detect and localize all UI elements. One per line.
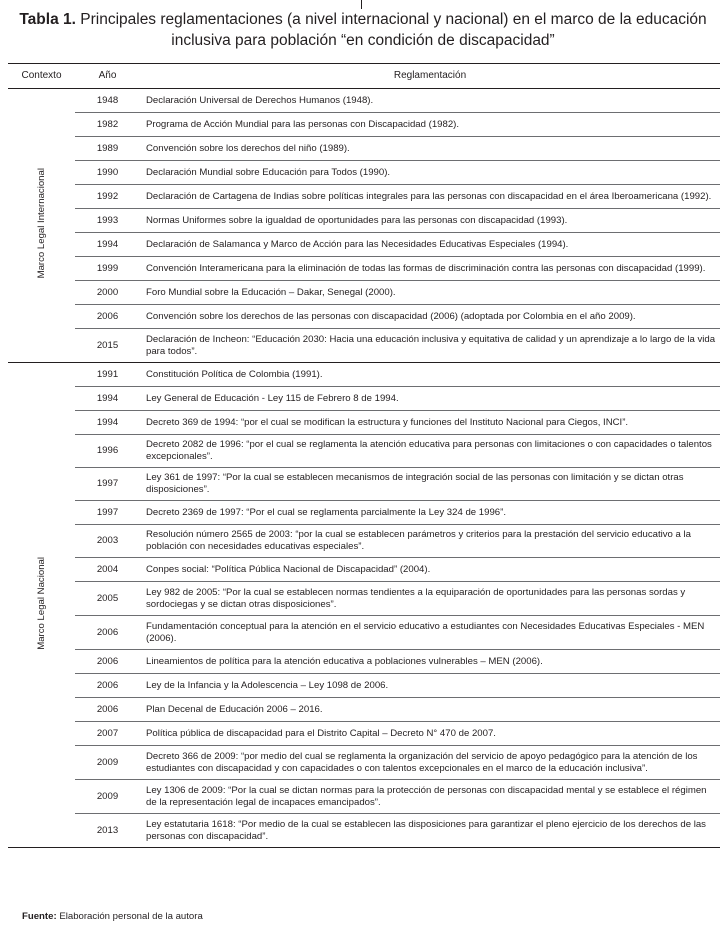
regulation-cell: Ley de la Infancia y la Adolescencia – Ley 1098 de 2006.: [140, 674, 720, 698]
year-cell: 2009: [75, 780, 140, 814]
year-cell: 2004: [75, 558, 140, 582]
context-label: Marco Legal Internacional: [35, 168, 47, 279]
regulation-cell: Fundamentación conceptual para la atención en el servicio educativo a estudiantes con Necesidades Educativas Especiales - MEN (2006).: [140, 616, 720, 650]
table-row: [8, 814, 720, 848]
table-row: [8, 113, 720, 137]
year-cell: 2006: [75, 674, 140, 698]
regulation-cell: Decreto 369 de 1994: “por el cual se modifican la estructura y funciones del Instituto Nacional para Ciegos, INCI”.: [140, 411, 720, 435]
year-cell: 2006: [75, 698, 140, 722]
source-label: Fuente:: [22, 911, 57, 922]
source-text: Elaboración personal de la autora: [59, 911, 203, 922]
year-cell: 1993: [75, 209, 140, 233]
header-year: Año: [75, 64, 140, 89]
caption-title-1: Principales reglamentaciones (a nivel internacional y nacional) en el marco de la educación: [80, 11, 707, 28]
table-row: [8, 89, 720, 113]
header-context: Contexto: [8, 64, 75, 89]
table-row: [8, 780, 720, 814]
regulation-cell: Ley General de Educación - Ley 115 de Febrero 8 de 1994.: [140, 387, 720, 411]
top-rule: [361, 0, 362, 9]
table-row: [8, 257, 720, 281]
header-regulation: Reglamentación: [140, 64, 720, 89]
table-row: [8, 674, 720, 698]
regulation-cell: Convención sobre los derechos del niño (1989).: [140, 137, 720, 161]
regulation-cell: Normas Uniformes sobre la igualdad de oportunidades para las personas con discapacidad (1993).: [140, 209, 720, 233]
table-row: [8, 650, 720, 674]
table-row: [8, 161, 720, 185]
table-row: [8, 233, 720, 257]
regulation-cell: Constitución Política de Colombia (1991).: [140, 363, 720, 387]
table-row: [8, 698, 720, 722]
table-row: [8, 468, 720, 501]
year-cell: 1999: [75, 257, 140, 281]
regulation-cell: Plan Decenal de Educación 2006 – 2016.: [140, 698, 720, 722]
table-row: [8, 746, 720, 780]
regulation-cell: Foro Mundial sobre la Educación – Dakar, Senegal (2000).: [140, 281, 720, 305]
table-row: [8, 525, 720, 558]
year-cell: 1992: [75, 185, 140, 209]
table-caption: [0, 9, 726, 51]
year-cell: 1994: [75, 411, 140, 435]
regulations-table: [8, 63, 720, 848]
year-cell: 2003: [75, 525, 140, 558]
source-note: [22, 911, 203, 922]
year-cell: 1994: [75, 387, 140, 411]
regulation-cell: Ley 361 de 1997: “Por la cual se establecen mecanismos de integración social de las personas con limitación y se dictan otras disposiciones”.: [140, 468, 720, 501]
table-row: [8, 209, 720, 233]
regulation-cell: Decreto 2082 de 1996: “por el cual se reglamenta la atención educativa para personas con limitaciones o con capacidades o talentos excepcionales”.: [140, 435, 720, 468]
year-cell: 2013: [75, 814, 140, 848]
regulation-cell: Decreto 366 de 2009: “por medio del cual se reglamenta la organización del servicio de apoyo pedagógico para la atención de los estudiantes con discapacidad y con capacidades o con talentos excepcionales en el marco de la educación inclusiva”.: [140, 746, 720, 780]
table-row: [8, 329, 720, 363]
table-row: [8, 582, 720, 616]
table-row: [8, 305, 720, 329]
regulation-cell: Declaración Mundial sobre Educación para Todos (1990).: [140, 161, 720, 185]
table-row: [8, 185, 720, 209]
regulation-cell: Programa de Acción Mundial para las personas con Discapacidad (1982).: [140, 113, 720, 137]
year-cell: 1990: [75, 161, 140, 185]
year-cell: 1996: [75, 435, 140, 468]
year-cell: 2000: [75, 281, 140, 305]
year-cell: 2005: [75, 582, 140, 616]
year-cell: 1994: [75, 233, 140, 257]
regulation-cell: Conpes social: “Política Pública Nacional de Discapacidad” (2004).: [140, 558, 720, 582]
year-cell: 1997: [75, 468, 140, 501]
regulation-cell: Lineamientos de política para la atención educativa a poblaciones vulnerables – MEN (2006).: [140, 650, 720, 674]
year-cell: 1989: [75, 137, 140, 161]
year-cell: 2006: [75, 616, 140, 650]
regulation-cell: Ley 1306 de 2009: “Por la cual se dictan normas para la protección de personas con discapacidad mental y se establece el régimen de la representación legal de incapaces emancipados”.: [140, 780, 720, 814]
table-row: [8, 616, 720, 650]
regulation-cell: Ley estatutaria 1618: “Por medio de la cual se establecen las disposiciones para garantizar el pleno ejercicio de los derechos de las personas con discapacidad”.: [140, 814, 720, 848]
year-cell: 1982: [75, 113, 140, 137]
table-row: [8, 411, 720, 435]
year-cell: 2015: [75, 329, 140, 363]
table-row: [8, 281, 720, 305]
caption-label: Tabla 1.: [19, 11, 76, 28]
year-cell: 1991: [75, 363, 140, 387]
header-row: [8, 64, 720, 89]
table-row: [8, 501, 720, 525]
table-row: [8, 558, 720, 582]
context-cell: [8, 363, 75, 848]
table-row: [8, 435, 720, 468]
caption-line-1: [0, 9, 726, 30]
context-cell: [8, 89, 75, 363]
regulation-cell: Ley 982 de 2005: “Por la cual se establecen normas tendientes a la equiparación de oportunidades para las personas sordas y sordociegas y se dictan otras disposiciones”.: [140, 582, 720, 616]
regulation-cell: Declaración de Incheon: “Educación 2030: Hacia una educación inclusiva y equitativa de calidad y un aprendizaje a lo largo de la vida para todos”.: [140, 329, 720, 363]
table-row: [8, 722, 720, 746]
regulation-cell: Declaración de Salamanca y Marco de Acción para las Necesidades Educativas Especiales (1994).: [140, 233, 720, 257]
regulation-cell: Política pública de discapacidad para el Distrito Capital – Decreto N° 470 de 2007.: [140, 722, 720, 746]
year-cell: 1948: [75, 89, 140, 113]
year-cell: 2009: [75, 746, 140, 780]
year-cell: 1997: [75, 501, 140, 525]
caption-line-2: inclusiva para población “en condición de discapacidad”: [171, 32, 555, 49]
context-label: Marco Legal Nacional: [35, 556, 47, 650]
regulation-cell: Decreto 2369 de 1997: “Por el cual se reglamenta parcialmente la Ley 324 de 1996”.: [140, 501, 720, 525]
table-row: [8, 387, 720, 411]
regulation-cell: Declaración Universal de Derechos Humanos (1948).: [140, 89, 720, 113]
table-body: [8, 89, 720, 848]
table-row: [8, 363, 720, 387]
table-row: [8, 137, 720, 161]
year-cell: 2006: [75, 305, 140, 329]
regulation-cell: Convención Interamericana para la eliminación de todas las formas de discriminación contra las personas con discapacidad (1999).: [140, 257, 720, 281]
regulation-cell: Convención sobre los derechos de las personas con discapacidad (2006) (adoptada por Colombia en el año 2009).: [140, 305, 720, 329]
year-cell: 2007: [75, 722, 140, 746]
regulation-cell: Declaración de Cartagena de Indias sobre políticas integrales para las personas con discapacidad en el área Iberoamericana (1992).: [140, 185, 720, 209]
year-cell: 2006: [75, 650, 140, 674]
regulation-cell: Resolución número 2565 de 2003: “por la cual se establecen parámetros y criterios para la prestación del servicio educativo a la población con necesidades educativas especiales”.: [140, 525, 720, 558]
